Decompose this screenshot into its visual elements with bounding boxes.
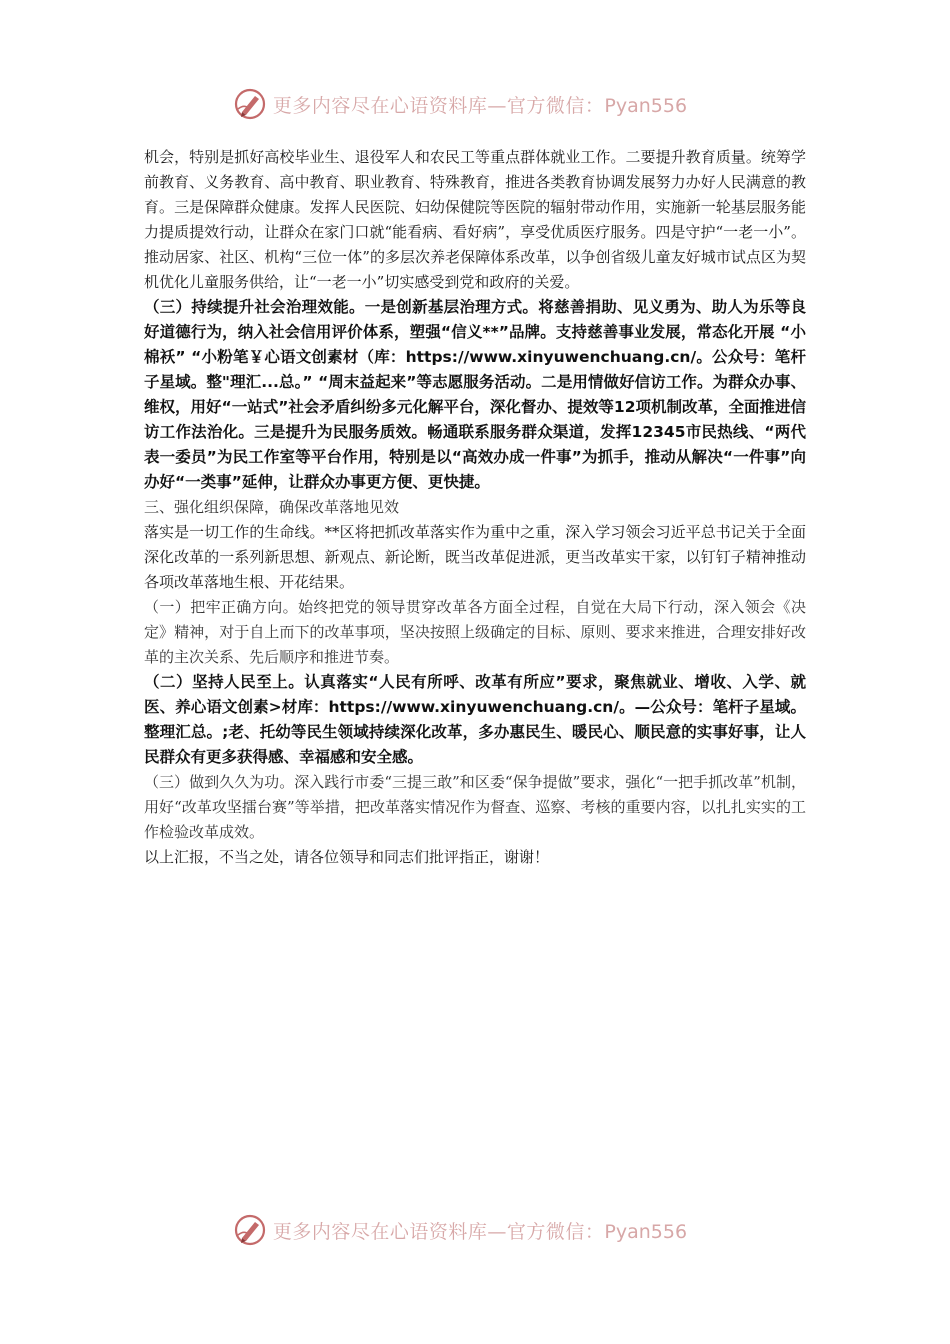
paragraph-implementation: 落实是一切工作的生命线。**区将把抓改革落实作为重中之重，深入学习领会习近平总书记关于全面深化改革的一系列新思想、新观点、新论断，既当改革促进派，更当改革实干家，以钉钉子精神推动各项改革落地生根、开花结果。 [144,523,806,591]
paragraph-closing: 以上汇报，不当之处，请各位领导和同志们批评指正，谢谢！ [144,848,550,866]
footer-watermark-text: 更多内容尽在心语资料库—官方微信：Pyan556 [272,1220,688,1243]
paragraph-social-governance: （三）持续提升社会治理效能。一是创新基层治理方式。将慈善捐助、见义勇为、助人为乐等良好道德行为，纳入社会信用评价体系，塑强“信义**”品牌。支持慈善事业发展，常态化开展 “小棉袄” “小粉笔￥心语文创素材（库：https://www.xinyuwenchuang.cn/。公众号：笔杆子星域。整"理汇...总。” “周末益起来”等志愿服务活动。二是用情做好信访工作。为群众办事、维权，用好“一站式”社会矛盾纠纷多元化解平台，深化督办、提效等12项机制改革，全面推进信访工作法治化。三是提升为民服务质效。畅通联系服务群众渠道，发挥12345市民热线、“两代表一委员”为民工作室等平台作用，特别是以“高效办成一件事”为抓手，推动从解决“一件事”向办好“一类事”延伸，让群众办事更方便、更快捷。 [144,298,806,491]
footer-watermark-banner [0,1208,950,1252]
paragraph-livelihood-services: 机会，特别是抓好高校毕业生、退役军人和农民工等重点群体就业工作。二要提升教育质量。统筹学前教育、义务教育、高中教育、职业教育、特殊教育，推进各类教育协调发展努力办好人民满意的教育。三是保障群众健康。发挥人民医院、妇幼保健院等医院的辐射带动作用，实施新一轮基层服务能力提质提效行动，让群众在家门口就“能看病、看好病”，享受优质医疗服务。四是守护“一老一小”。推动居家、社区、机构“三位一体”的多层次养老保障体系改革，以争创省级儿童友好城市试点区为契机优化儿童服务供给，让“一老一小”切实感受到党和政府的关爱。 [144,148,806,291]
paragraph-correct-direction: （一）把牢正确方向。始终把党的领导贯穿改革各方面全过程，自觉在大局下行动，深入领会《决定》精神，对于自上而下的改革事项，坚决按照上级确定的目标、原则、要求来推进，合理安排好改革的主次关系、先后顺序和推进节奏。 [144,598,806,666]
header-wechat-id: Pyan556 [604,94,688,117]
pen-logo-icon [233,87,267,121]
document-body [144,145,806,870]
paragraph-long-term-effort: （三）做到久久为功。深入践行市委“三提三敢”和区委“保争提做”要求，强化“一把手抓改革”机制，用好“改革攻坚擂台赛”等举措，把改革落实情况作为督查、巡察、考核的重要内容，以扎扎实实的工作检验改革成效。 [144,773,806,841]
paragraph-people-first: （二）坚持人民至上。认真落实“人民有所呼、改革有所应”要求，聚焦就业、增收、入学、就医、养心语文创素>材库：https://www.xinyuwenchuang.cn/。—公众号：笔杆子星域。整理汇总。;老、托幼等民生领域持续深化改革，多办惠民生、暖民心、顺民意的实事好事，让人民群众有更多获得感、幸福感和安全感。 [144,673,806,766]
pen-logo-icon [233,1213,267,1247]
header-watermark-banner [0,82,950,126]
footer-wechat-id: Pyan556 [604,1220,688,1243]
header-watermark-text: 更多内容尽在心语资料库—官方微信：Pyan556 [272,94,688,117]
section-heading-organization-guarantee: 三、强化组织保障，确保改革落地见效 [144,498,400,516]
